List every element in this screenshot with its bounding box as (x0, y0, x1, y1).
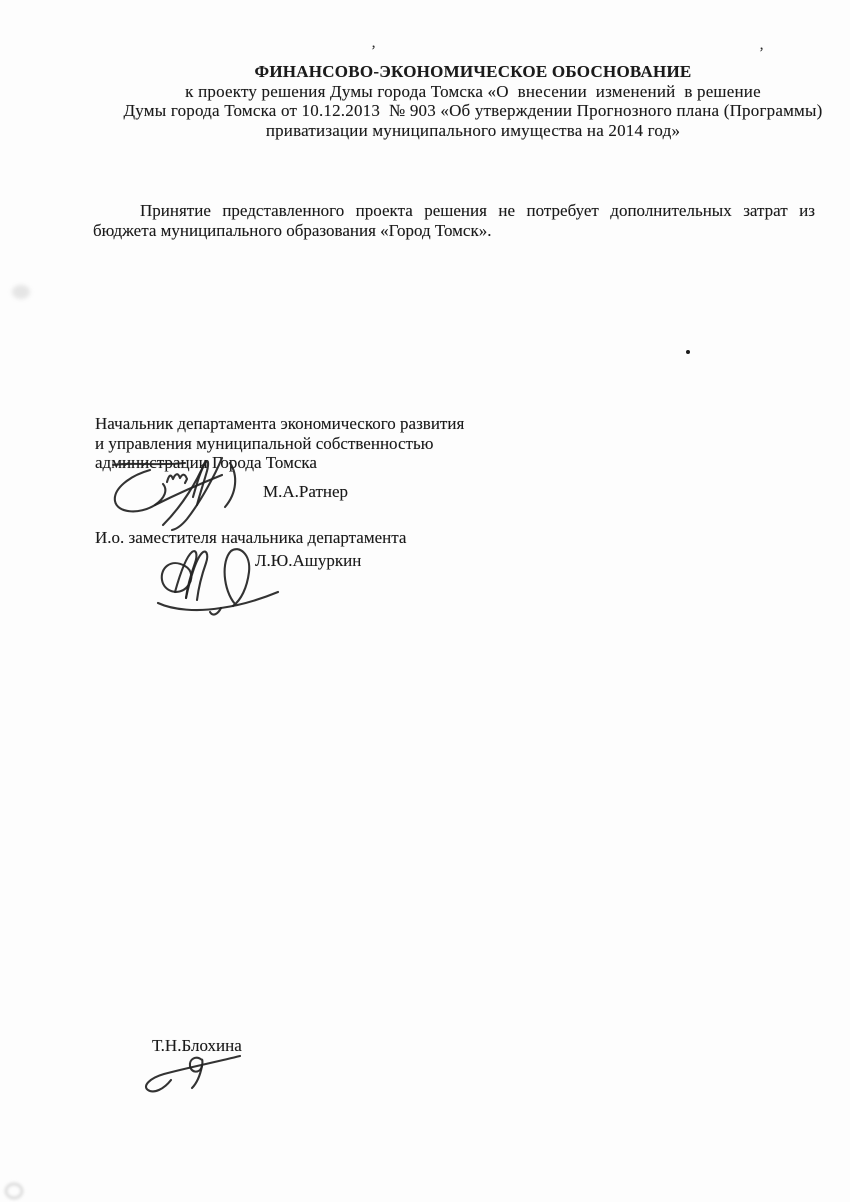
handwritten-signature-ratner (105, 449, 255, 537)
signer-title-line: И.о. заместителя начальника департамента (95, 528, 407, 547)
handwritten-signature-blokhina (138, 1048, 246, 1096)
scan-artifact-corner-mark (5, 1183, 23, 1199)
signer-name: М.А.Ратнер (263, 481, 349, 501)
signer-name: Т.Н.Блохина (152, 1036, 242, 1055)
scan-artifact-speck (686, 350, 690, 354)
body-paragraph (93, 201, 815, 240)
handwritten-signature-ashurkin (155, 548, 280, 616)
document-subtitle-line: Думы города Томска от 10.12.2013 № 903 «Об утверждении Прогнозного плана (Программы) (123, 101, 823, 121)
signer-name: Л.Ю.Ашуркин (255, 550, 362, 570)
document-title: ФИНАНСОВО-ЭКОНОМИЧЕСКОЕ ОБОСНОВАНИЕ (254, 62, 692, 81)
scan-artifact-quote-right: ’ (759, 45, 764, 61)
document-subtitle-line: приватизации муниципального имущества на 2014 год» (265, 121, 681, 141)
signer-title-line: и управления муниципальной собственностью (95, 433, 434, 453)
document-subtitle-line: к проекту решения Думы города Томска «О внесении изменений в решение (185, 81, 761, 101)
signer-title-line: администрации Города Томска (95, 453, 317, 472)
signer-title-line: Начальник департамента экономического развития (95, 414, 465, 433)
document-header (105, 62, 841, 141)
scan-artifact-quote-left: ’ (371, 43, 376, 59)
scan-artifact-smudge (12, 285, 30, 299)
body-paragraph-line: Принятие представленного проекта решения не потребует дополнительных затрат из (140, 201, 815, 220)
body-paragraph-line: бюджета муниципального образования «Город Томск». (93, 220, 492, 240)
